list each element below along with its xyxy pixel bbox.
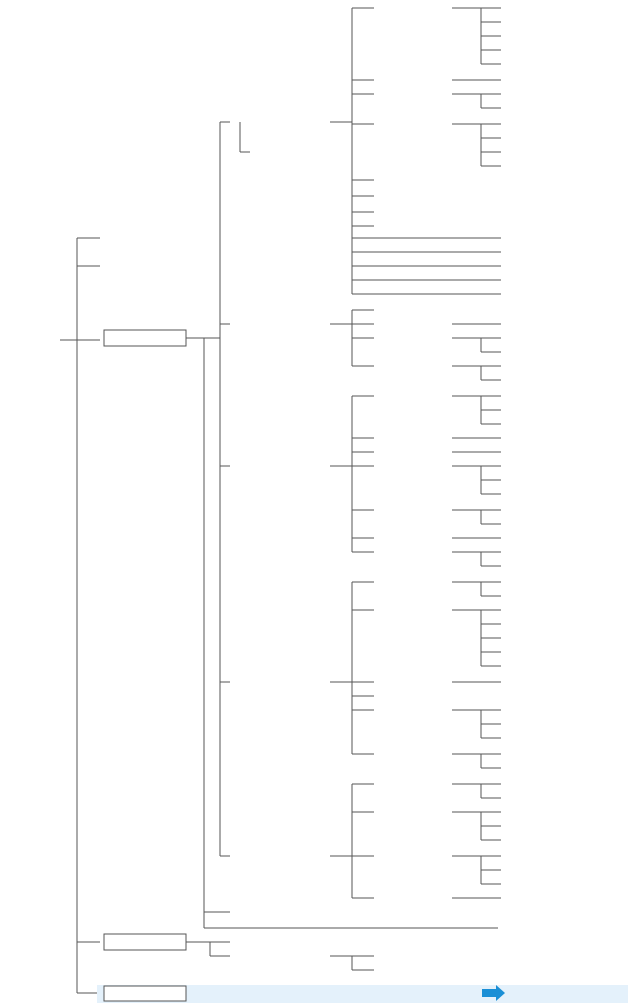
regional-box bbox=[104, 986, 186, 1001]
internal-bureau-box bbox=[104, 330, 186, 346]
facilities-box bbox=[104, 934, 186, 950]
labels bbox=[104, 330, 505, 1001]
connector-lines bbox=[60, 8, 501, 993]
